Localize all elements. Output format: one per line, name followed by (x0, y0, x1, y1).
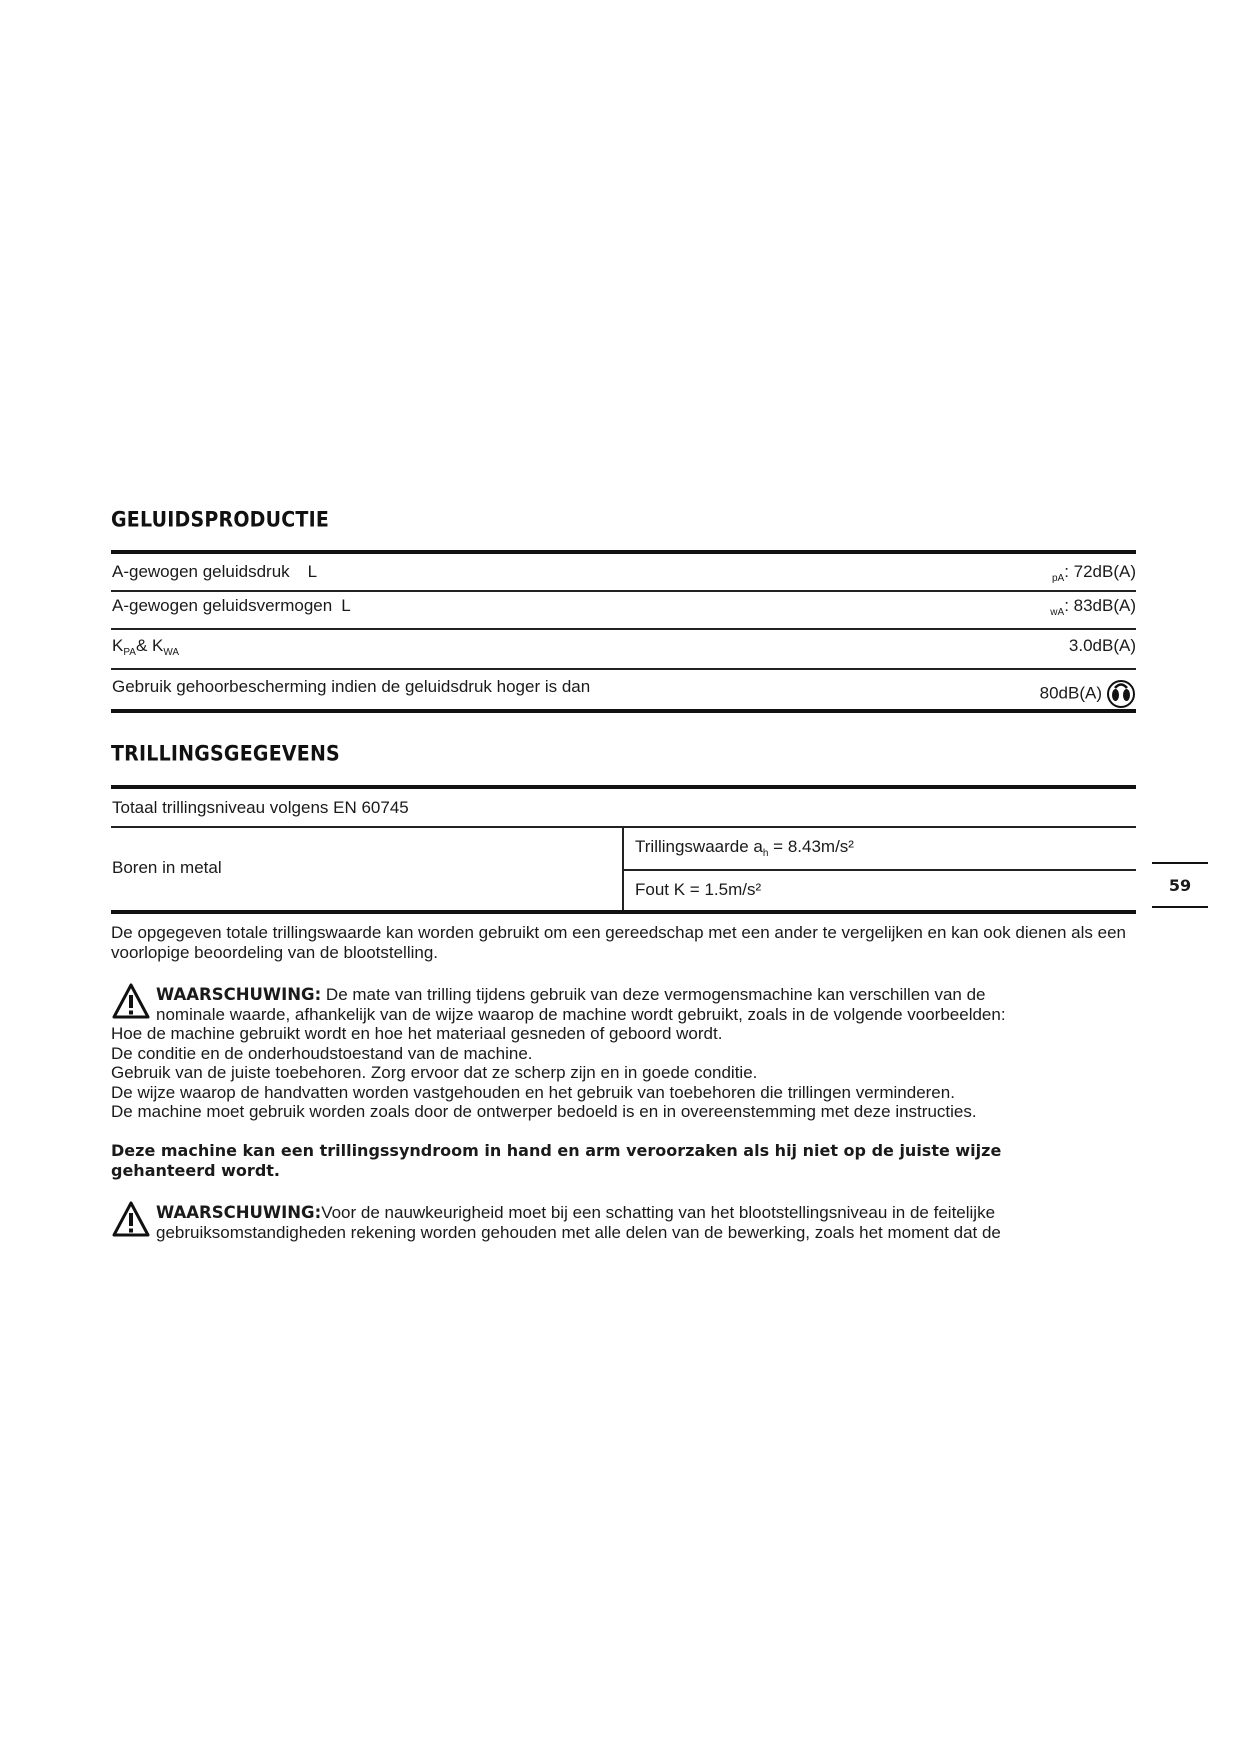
warning-title: WAARSCHUWING: (156, 1203, 322, 1222)
list-item: Gebruik van de juiste toebehoren. Zorg ervoor dat ze scherp zijn en in goede conditie. (111, 1063, 758, 1082)
row-divider (111, 590, 1136, 592)
row-subscript: pA (1051, 573, 1065, 584)
row-subscript: wA (1050, 607, 1065, 618)
list-item: De conditie en de onderhoudstoestand van de machine. (111, 1043, 533, 1063)
warning-text-continued: gebruiksomstandigheden rekening worden gehouden met alle delen van de bewerking, zoals het moment dat de (156, 1222, 1001, 1242)
list-item: Hoe de machine gebruikt wordt en hoe het materiaal gesneden of geboord wordt. (111, 1024, 723, 1043)
warning-text: Voor de nauwkeurigheid moet bij een schatting van het blootstellingsniveau in de feitelijke (321, 1203, 996, 1222)
row-value: 3.0dB(A) (1068, 636, 1136, 655)
table-top-rule (111, 785, 1136, 789)
k-symbol-2: & K (135, 636, 164, 655)
row-value: 80dB(A) (1039, 683, 1102, 703)
warning-text: De mate van trilling tijdens gebruik van deze vermogensmachine kan verschillen van de (321, 985, 986, 1004)
row-symbol: L (341, 596, 351, 615)
cell-fout (635, 880, 1135, 900)
warning-text-continued: nominale waarde, afhankelijk van de wijze waarop de machine wordt gebruikt, zoals in de volgende voorbeelden: (156, 1004, 1006, 1024)
table-bottom-rule (111, 709, 1136, 713)
cell-divider (622, 869, 1136, 871)
row-label: Gebruik gehoorbescherming indien de geluidsdruk hoger is dan (112, 677, 591, 696)
row-label: Totaal trillingsniveau volgens EN 60745 (112, 798, 409, 817)
row-label: A-gewogen geluidsdruk (112, 562, 290, 581)
k-subscript: PA (123, 647, 136, 658)
section-heading-trillingsgegevens: TRILLINGSGEGEVENS (111, 742, 340, 767)
vibration-label: Trillingswaarde a (635, 837, 763, 856)
k-subscript-2: WA (163, 647, 180, 658)
section-heading-geluidsproductie: GELUIDSPRODUCTIE (111, 508, 330, 533)
row-divider (111, 668, 1136, 670)
warning-block-1 (111, 985, 1141, 1122)
page-number: 59 (1152, 862, 1208, 908)
table-bottom-rule (111, 910, 1136, 914)
list-item: De machine moet gebruik worden zoals door de ontwerper bedoeld is en in overeenstemming met deze instructies. (111, 1102, 977, 1121)
row-value: : 83dB(A) (1064, 596, 1136, 615)
row-value: : 72dB(A) (1064, 562, 1136, 581)
list-item: De wijze waarop de handvatten worden vastgehouden en het gebruik van toebehoren die trillingen verminderen. (111, 1082, 955, 1102)
vibration-subscript: h (762, 848, 769, 859)
warning-title: WAARSCHUWING: (156, 985, 322, 1004)
row-divider (111, 826, 1136, 828)
k-symbol: K (112, 636, 124, 655)
intro-paragraph: De opgegeven totale trillingswaarde kan worden gebruikt om een gereedschap met een ander te vergelijken en kan ook dienen als een voorlopige beoordeling van de blootstelling. (111, 923, 1126, 962)
operation-label: Boren in metal (112, 858, 222, 877)
table-top-rule (111, 550, 1136, 554)
row-label: A-gewogen geluidsvermogen (112, 596, 333, 615)
fout-value: Fout K = 1.5m/s² (635, 880, 762, 899)
cell-trillingswaarde (635, 837, 1135, 859)
row-symbol: L (307, 562, 318, 581)
warning-block-2 (111, 1203, 1141, 1242)
row-divider (111, 628, 1136, 630)
bold-warning-note: Deze machine kan een trillingssyndroom in hand en arm veroorzaken als hij niet op de juiste wijze gehanteerd wordt. (111, 1141, 1002, 1180)
vibration-value: = 8.43m/s² (773, 837, 854, 856)
ear-protection-icon (1106, 679, 1136, 709)
